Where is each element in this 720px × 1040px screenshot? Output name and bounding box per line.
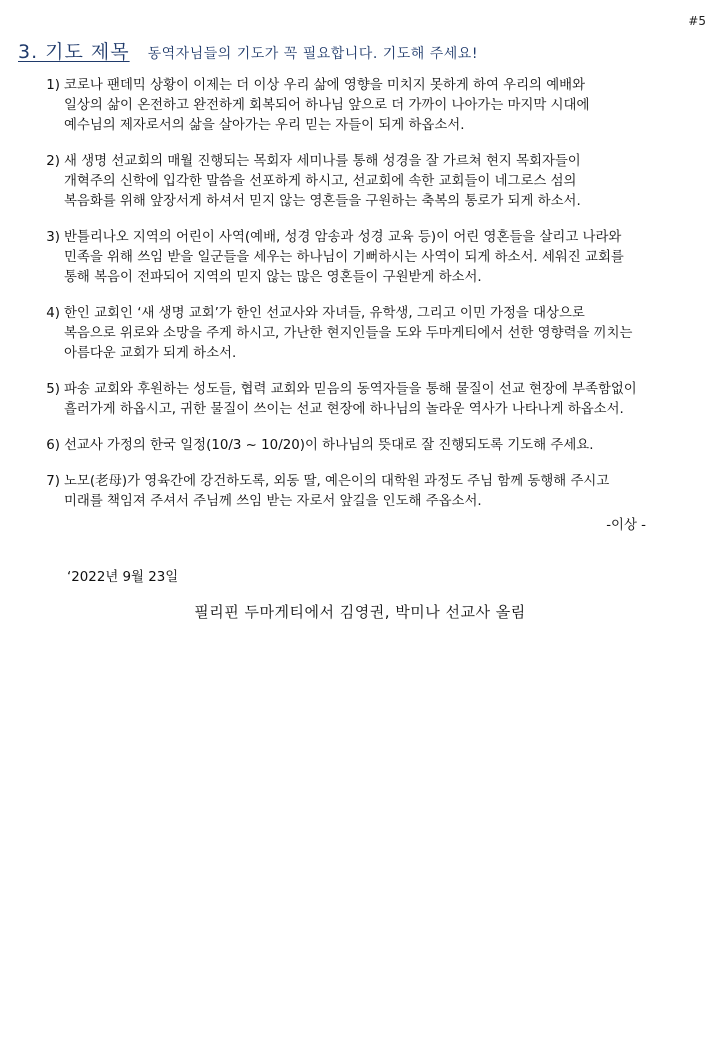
item-line: 반틀리나오 지역의 어린이 사역(예배, 성경 암송과 성경 교육 등)이 어린 영혼들을 살리고 나라와	[64, 230, 622, 245]
prayer-item-1	[36, 76, 706, 136]
item-text	[64, 228, 706, 288]
page-number: #5	[688, 14, 706, 28]
item-line: 선교사 가정의 한국 일정(10/3 ~ 10/20)이 하나님의 뜻대로 잘 진행되도록 기도해 주세요.	[64, 438, 594, 453]
item-line: 일상의 삶이 온전하고 완전하게 회복되어 하나님 앞으로 더 가까이 나아가는 마지막 시대에	[64, 98, 590, 113]
item-text	[64, 472, 706, 512]
prayer-list	[36, 76, 706, 533]
item-line: 예수님의 제자로서의 삶을 살아가는 우리 믿는 자들이 되게 하옵소서.	[64, 118, 465, 133]
item-line: 흘러가게 하옵시고, 귀한 물질이 쓰이는 선교 현장에 하나님의 놀라운 역사가 나타나게 하옵소서.	[64, 402, 624, 417]
item-text	[64, 380, 706, 420]
signature: -이상 -	[606, 518, 646, 533]
item-line: 아름다운 교회가 되게 하소서.	[64, 346, 237, 361]
prayer-item-3	[36, 228, 706, 288]
item-line: 개혁주의 신학에 입각한 말씀을 선포하게 하시고, 선교회에 속한 교회들이 네그로스 섬의	[64, 174, 577, 189]
item-line: 코로나 팬데믹 상황이 이제는 더 이상 우리 삶에 영향을 미치지 못하게 하여 우리의 예배와	[64, 78, 586, 93]
item-number: 3)	[46, 230, 60, 245]
item-line: 노모(老母)가 영육간에 강건하도록, 외동 딸, 예은이의 대학원 과정도 주님 함께 동행해 주시고	[64, 474, 610, 489]
item-line: 통해 복음이 전파되어 지역의 믿지 않는 많은 영혼들이 구원받게 하소서.	[64, 270, 482, 285]
item-line: 미래를 책임져 주셔서 주님께 쓰임 받는 자로서 앞길을 인도해 주옵소서.	[64, 494, 482, 509]
prayer-item-2	[36, 152, 706, 212]
item-text	[64, 152, 706, 212]
item-number: 5)	[46, 382, 60, 397]
item-line: 파송 교회와 후원하는 성도들, 협력 교회와 믿음의 동역자들을 통해 물질이 선교 현장에 부족함없이	[64, 382, 637, 397]
item-number: 2)	[46, 154, 60, 169]
item-text	[64, 304, 706, 364]
item-line: 복음으로 위로와 소망을 주게 하시고, 가난한 현지인들을 도와 두마게티에서 선한 영향력을 끼치는	[64, 326, 633, 341]
item-text	[64, 436, 706, 456]
section-subtitle: 동역자님들의 기도가 꼭 필요합니다. 기도해 주세요!	[147, 46, 478, 62]
closing-signature: 필리핀 두마게티에서 김영권, 박미나 선교사 올림	[194, 603, 526, 621]
item-text	[64, 76, 706, 136]
item-line: 새 생명 선교회의 매월 진행되는 목회자 세미나를 통해 성경을 잘 가르쳐 현지 목회자들이	[64, 154, 581, 169]
letter-date: ‘2022년 9월 23일	[67, 570, 179, 585]
item-line: 복음화를 위해 앞장서게 하셔서 믿지 않는 영혼들을 구원하는 축복의 통로가 되게 하소서.	[64, 194, 581, 209]
prayer-item-5	[36, 380, 706, 420]
item-number: 7)	[46, 474, 60, 489]
item-line: 민족을 위해 쓰임 받을 일군들을 세우는 하나님이 기뻐하시는 사역이 되게 하소서. 세워진 교회를	[64, 250, 624, 265]
item-line: 한인 교회인 ‘새 생명 교회’가 한인 선교사와 자녀들, 유학생, 그리고 이민 가정을 대상으로	[64, 306, 585, 321]
section-title: 3. 기도 제목	[18, 41, 130, 63]
item-number: 1)	[46, 78, 60, 93]
prayer-item-4	[36, 304, 706, 364]
section-heading	[18, 37, 478, 64]
item-number: 4)	[46, 306, 60, 321]
prayer-item-6	[36, 436, 706, 456]
prayer-item-7	[36, 472, 706, 512]
item-number: 6)	[46, 438, 60, 453]
